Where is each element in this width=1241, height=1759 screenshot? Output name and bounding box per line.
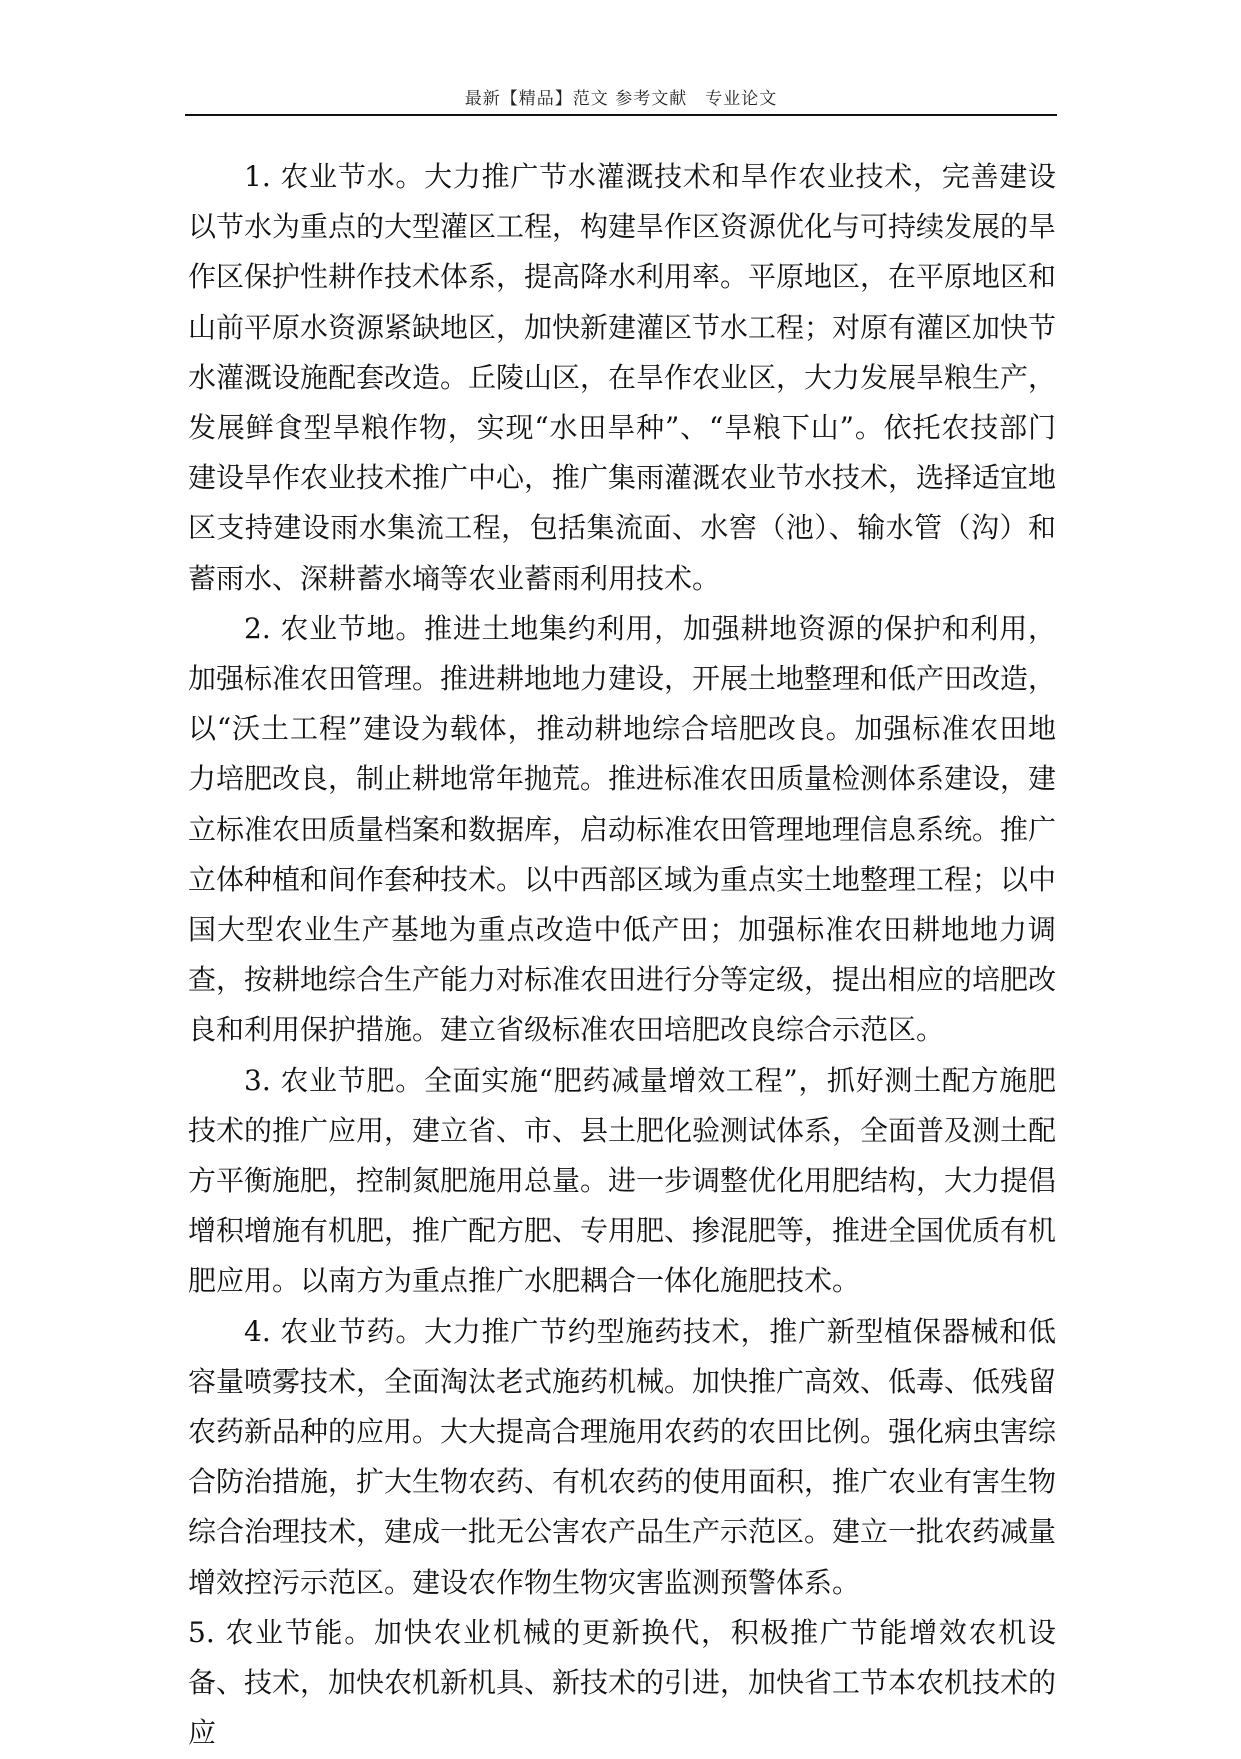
header-divider	[185, 114, 1057, 116]
paragraph-water-saving: 1. 农业节水。大力推广节水灌溉技术和旱作农业技术，完善建设以节水为重点的大型灌区工程，构建旱作区资源优化与可持续发展的旱作区保护性耕作技术体系，提高降水利用率。平原地区，在平原地区和山前平原水资源紧缺地区，加快新建灌区节水工程；对原有灌区加快节水灌溉设施配套改造。丘陵山区，在旱作农业区，大力发展旱粮生产，发展鲜食型旱粮作物，实现“水田旱种”、“旱粮下山”。依托农技部门建设旱作农业技术推广中心，推广集雨灌溉农业节水技术，选择适宜地区支持建设雨水集流工程，包括集流面、水窖（池）、输水管（沟）和蓄雨水、深耕蓄水墒等农业蓄雨利用技术。	[188, 160, 1057, 595]
page-header: 最新【精品】范文 参考文献 专业论文	[464, 89, 778, 109]
paragraph-fertilizer-saving: 3. 农业节肥。全面实施“肥药减量增效工程”，抓好测土配方施肥技术的推广应用，建立省、市、县土肥化验测试体系，全面普及测土配方平衡施肥，控制氮肥施用总量。进一步调整优化用肥结构，大力提倡增积增施有机肥，推广配方肥、专用肥、掺混肥等，推进全国优质有机肥应用。以南方为重点推广水肥耦合一体化施肥技术。	[188, 1063, 1057, 1298]
document-body	[188, 152, 1056, 1759]
paragraph-energy-saving: 5. 农业节能。加快农业机械的更新换代，积极推广节能增效农机设备、技术，加快农机新机具、新技术的引进，加快省工节本农机技术的应	[188, 1615, 1057, 1750]
paragraph-land-saving: 2. 农业节地。推进土地集约利用，加强耕地资源的保护和利用，加强标准农田管理。推进耕地地力建设，开展土地整理和低产田改造，以“沃土工程”建设为载体，推动耕地综合培肥改良。加强标准农田地力培肥改良，制止耕地常年抛荒。推进标准农田质量检测体系建设，建立标准农田质量档案和数据库，启动标准农田管理地理信息系统。推广立体种植和间作套种技术。以中西部区域为重点实土地整理工程；以中国大型农业生产基地为重点改造中低产田；加强标准农田耕地地力调查，按耕地综合生产能力对标准农田进行分等定级，提出相应的培肥改良和利用保护措施。建立省级标准农田培肥改良综合示范区。	[188, 611, 1057, 1047]
paragraph-pesticide-saving: 4. 农业节药。大力推广节约型施药技术，推广新型植保器械和低容量喷雾技术，全面淘汰老式施药机械。加快推广高效、低毒、低残留农药新品种的应用。大大提高合理施用农药的农田比例。强化病虫害综合防治措施，扩大生物农药、有机农药的使用面积，推广农业有害生物综合治理技术，建成一批无公害农产品生产示范区。建立一批农药减量增效控污示范区。建设农作物生物灾害监测预警体系。	[188, 1314, 1057, 1599]
